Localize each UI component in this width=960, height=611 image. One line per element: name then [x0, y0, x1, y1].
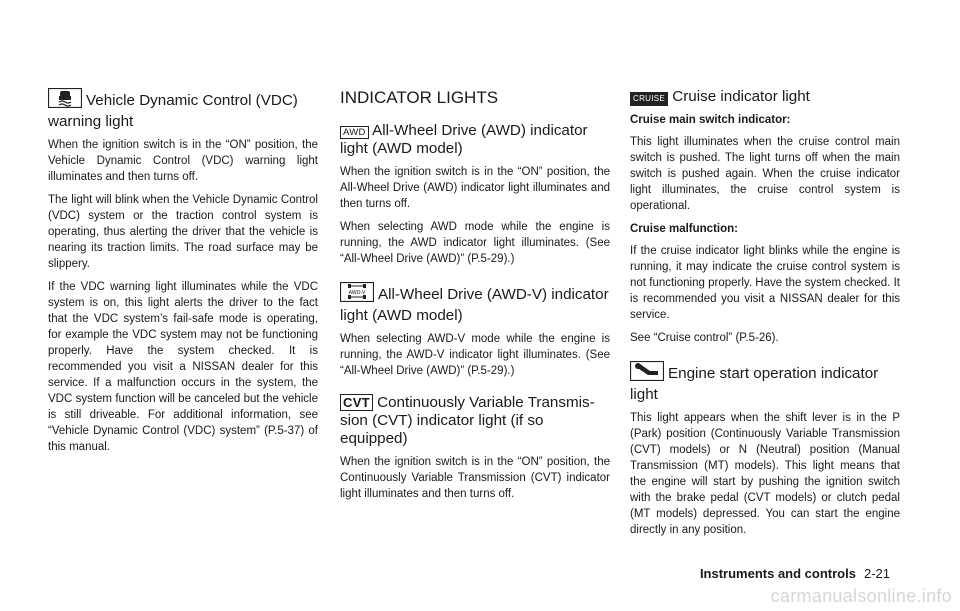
- awd-heading-line1: All-Wheel Drive (AWD) indicator: [372, 122, 588, 139]
- vdc-paragraph-2: The light will blink when the Vehicle Dynamic Control (VDC) system or the traction control system is operating, thus alerting the driver that the vehicle is nearing its traction limits. The road surface may be slippery.: [48, 194, 318, 270]
- awd-heading: [340, 122, 610, 158]
- engine-heading-line1: Engine start operation indicator: [668, 365, 879, 382]
- awd-heading-line2: light (AWD model): [340, 140, 463, 157]
- cruise-main-label: Cruise main switch indicator:: [630, 114, 791, 126]
- awd-paragraph-2: When selecting AWD mode while the engine is running, the AWD indicator light illuminates. (See “All-Wheel Drive (AWD)” (P.5-29).): [340, 221, 610, 265]
- vdc-heading: [48, 88, 318, 131]
- engine-start-key-icon: [630, 361, 664, 386]
- awdv-heading-line2: light (AWD model): [340, 307, 463, 324]
- cruise-heading: [630, 88, 900, 106]
- cruise-malfunction-label: Cruise malfunction:: [630, 223, 738, 235]
- vdc-heading-line1: Vehicle Dynamic Control (VDC): [86, 92, 298, 109]
- engine-paragraph: This light appears when the shift lever is in the P (Park) position (Continuously Variable Transmission (CVT) models) or N (Neutral) position (Manual Transmission (MT) models). This light means that the engine will start by pushing the ignition switch with the brake pedal (CVT models) or clutch pedal (MT models) depressed. You can start the engine directly in any position.: [630, 412, 900, 536]
- awd-icon: AWD: [340, 126, 369, 139]
- cvt-heading-line2: sion (CVT) indicator light (if so equipped): [340, 412, 544, 447]
- vdc-paragraph-3: If the VDC warning light illuminates while the VDC system is on, this light alerts the driver to the fact that the VDC system’s fail-safe mode is operating, for example the VDC system may not be functioning properly. Have the system checked. It is recommended you visit a NISSAN dealer for this service. If a malfunction occurs in the system, the VDC system function will be canceled but the vehicle is still driveable. For additional information, see “Vehicle Dynamic Control (VDC) system” (P.5-37) of this manual.: [48, 281, 318, 453]
- column-vdc: [48, 88, 318, 462]
- cvt-heading: [340, 394, 610, 448]
- cruise-see-reference: See “Cruise control” (P.5-26).: [630, 332, 779, 344]
- cruise-malfunction-text: If the cruise indicator light blinks while the engine is running, it may indicate the cruise control system is not functioning properly. Have the system checked. It is recommended you visit a NISSAN dealer for this service.: [630, 245, 900, 321]
- awdv-paragraph-1: When selecting AWD-V mode while the engine is running, the AWD-V indicator light illuminates. (See “All-Wheel Drive (AWD)” (P.5-29).): [340, 333, 610, 377]
- cruise-main-text: This light illuminates when the cruise control main switch is pushed. The light turns off when the main switch is pushed again. When the cruise indicator light illuminates, the cruise control system is operational.: [630, 136, 900, 212]
- column-cruise-engine: [630, 88, 900, 545]
- vdc-heading-line2: warning light: [48, 113, 134, 130]
- cruise-icon: CRUISE: [630, 92, 668, 106]
- column-indicator-lights: [340, 88, 610, 509]
- awd-v-icon: [340, 282, 374, 307]
- awd-paragraph-1: When the ignition switch is in the “ON” position, the All-Wheel Drive (AWD) indicator light illuminates and then turns off.: [340, 166, 610, 210]
- awd-v-icon-text: AWD-V: [348, 290, 366, 296]
- awdv-heading-line1: All-Wheel Drive (AWD-V) indicator: [378, 286, 609, 303]
- page-footer: [700, 566, 890, 581]
- section-title: INDICATOR LIGHTS: [340, 88, 499, 107]
- vdc-paragraph-1: When the ignition switch is in the “ON” position, the Vehicle Dynamic Control (VDC) warning light illuminates and then turns off.: [48, 139, 318, 183]
- cruise-heading-text: Cruise indicator light: [672, 88, 810, 105]
- footer-section: Instruments and controls: [699, 566, 856, 581]
- engine-heading-line2: light: [630, 386, 658, 403]
- vdc-skid-car-icon: [48, 88, 82, 113]
- watermark: carmanualsonline.info: [770, 586, 952, 606]
- cvt-icon: CVT: [340, 394, 373, 411]
- cvt-heading-line1: Continuously Variable Transmis-: [377, 394, 595, 411]
- page-number: 2-21: [863, 566, 890, 581]
- awdv-heading: [340, 282, 610, 325]
- engine-heading: [630, 361, 900, 404]
- cvt-paragraph-1: When the ignition switch is in the “ON” position, the Continuously Variable Transmission (CVT) indicator light illuminates and then turns off.: [340, 456, 610, 500]
